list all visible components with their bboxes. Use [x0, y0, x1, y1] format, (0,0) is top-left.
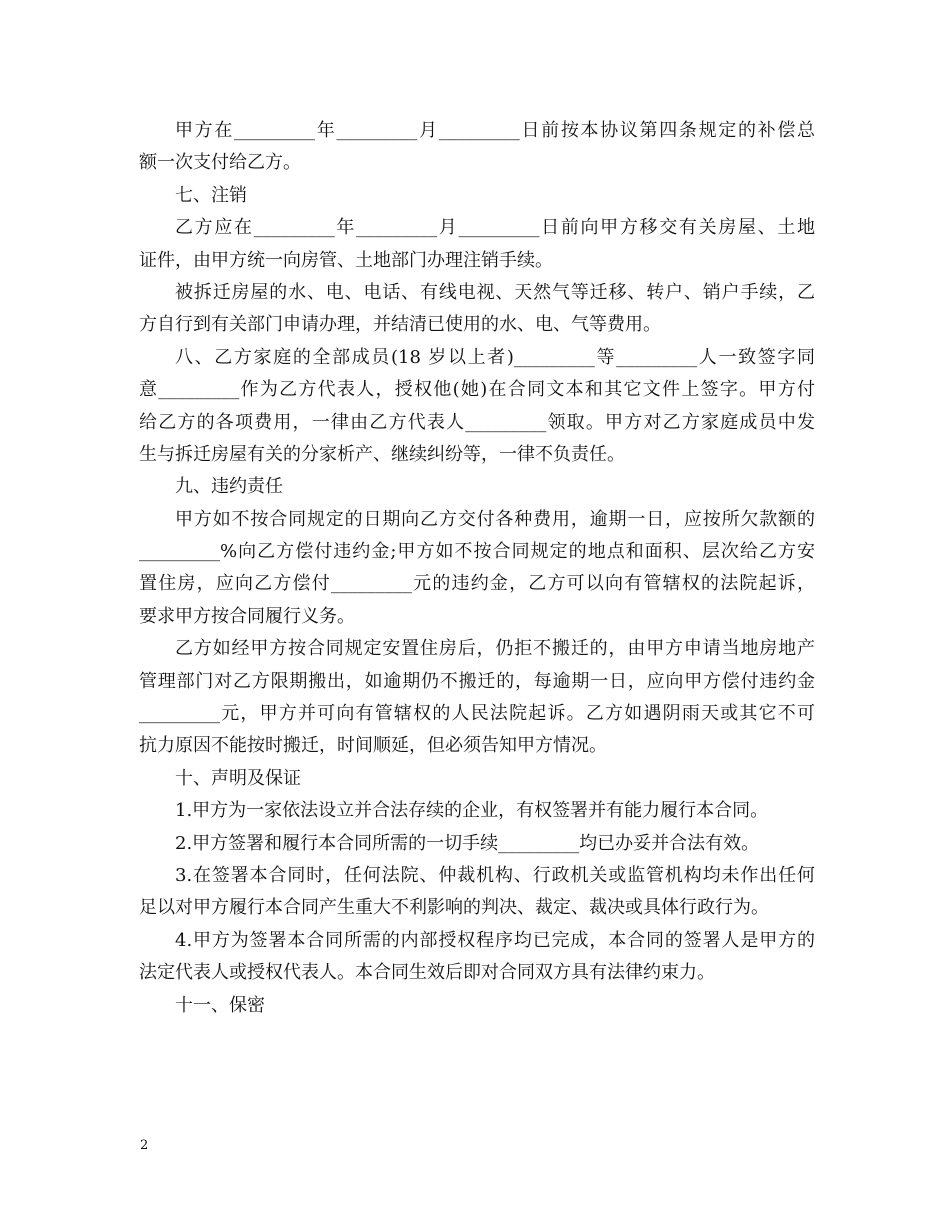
page-number: 2 — [140, 1138, 149, 1153]
document-body — [139, 115, 815, 1022]
text-line: 意_________作为乙方代表人，授权他(她)在合同文本和其它文件上签字。甲方付 — [139, 379, 815, 401]
text-line: 生与拆迁房屋有关的分家析产、继续纠纷等，一律不负责任。 — [139, 443, 625, 465]
text-line: 七、注销 — [175, 184, 247, 206]
text-line: 乙方应在_________年_________月_________日前向甲方移交有关房屋、土地 — [175, 217, 815, 239]
text-line: 4.甲方为签署本合同所需的内部授权程序均已完成，本合同的签署人是甲方的 — [175, 929, 815, 951]
text-line: _________%向乙方偿付违约金;甲方如不按合同规定的地点和面积、层次给乙方安 — [139, 541, 815, 563]
text-line: 给乙方的各项费用，一律由乙方代表人_________领取。甲方对乙方家庭成员中发 — [139, 411, 815, 433]
text-line: 1.甲方为一家依法设立并合法存续的企业，有权签署并有能力履行本合同。 — [175, 800, 769, 822]
text-line: 3.在签署本合同时，任何法院、仲裁机构、行政机关或监管机构均未作出任何 — [175, 864, 815, 886]
text-line: 乙方如经甲方按合同规定安置住房后，仍拒不搬迁的，由甲方申请当地房地产 — [175, 638, 815, 660]
text-line: 被拆迁房屋的水、电、电话、有线电视、天然气等迁移、转户、销户手续，乙 — [175, 281, 815, 303]
text-line: 置住房，应向乙方偿付_________元的违约金，乙方可以向有管辖权的法院起诉， — [139, 573, 815, 595]
text-line: 2.甲方签署和履行本合同所需的一切手续_________均已办妥并合法有效。 — [175, 832, 760, 854]
text-line: 八、乙方家庭的全部成员(18 岁以上者)_________等_________人一致签字同 — [175, 346, 815, 368]
text-line: 九、违约责任 — [175, 476, 283, 498]
text-line: 证件，由甲方统一向房管、土地部门办理注销手续。 — [139, 249, 553, 271]
text-line: _________元，甲方并可向有管辖权的人民法院起诉。乙方如遇阴雨天或其它不可 — [139, 703, 815, 725]
text-line: 方自行到有关部门申请办理，并结清已使用的水、电、气等费用。 — [139, 314, 661, 336]
text-line: 足以对甲方履行本合同产生重大不利影响的判决、裁定、裁决或具体行政行为。 — [139, 897, 769, 919]
text-line: 要求甲方按合同履行义务。 — [139, 605, 355, 627]
text-line: 十、声明及保证 — [175, 767, 301, 789]
text-line: 管理部门对乙方限期搬出，如逾期仍不搬迁的，每逾期一日，应向甲方偿付违约金 — [139, 670, 815, 692]
text-line: 甲方在_________年_________月_________日前按本协议第四条规定的补偿总 — [175, 120, 815, 141]
text-line: 抗力原因不能按时搬迁，时间顺延，但必须告知甲方情况。 — [139, 735, 607, 757]
text-line: 额一次支付给乙方。 — [139, 152, 301, 174]
text-line: 十一、保密 — [175, 994, 265, 1016]
text-line: 法定代表人或授权代表人。本合同生效后即对合同双方具有法律约束力。 — [139, 962, 715, 984]
text-line: 甲方如不按合同规定的日期向乙方交付各种费用，逾期一日，应按所欠款额的 — [175, 508, 815, 530]
